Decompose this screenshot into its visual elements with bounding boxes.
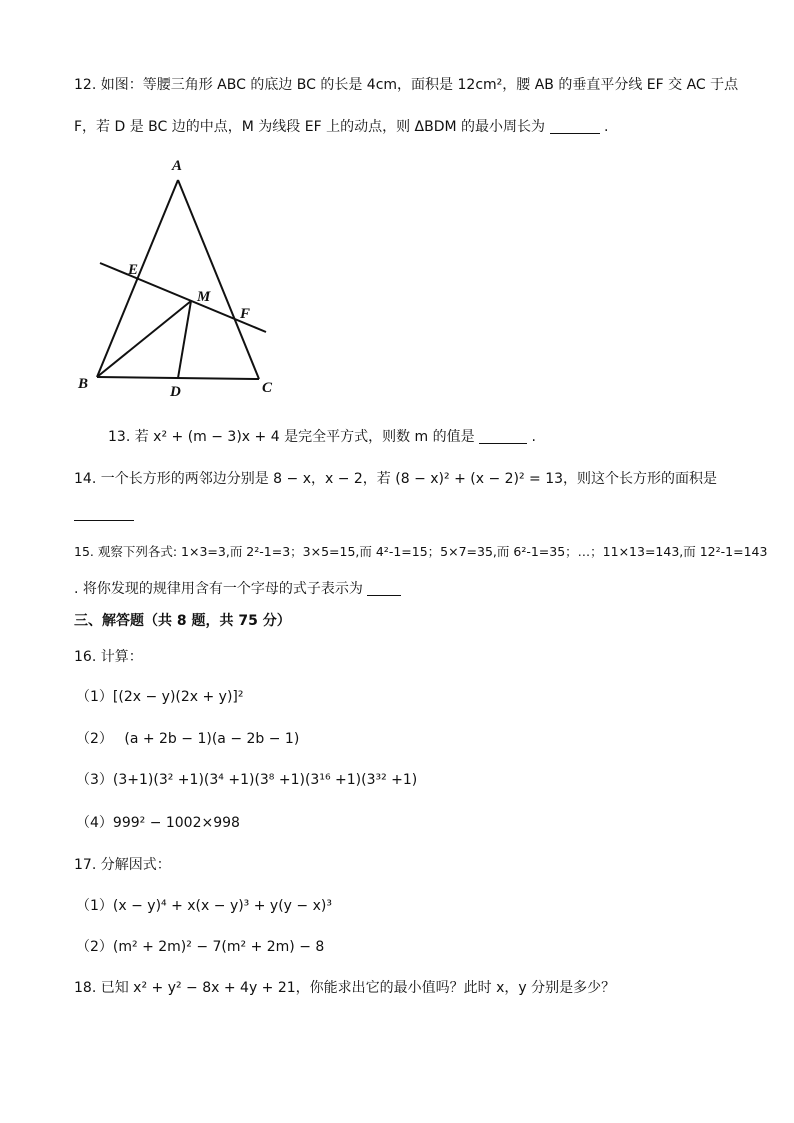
q14-line (74, 468, 717, 488)
q15-answer-blank (367, 581, 401, 596)
q15-line1 (74, 542, 767, 560)
section-heading: 三、解答题（共 8 题，共 75 分） (74, 613, 291, 629)
q15-text2: . 将你发现的规律用含有一个字母的式子表示为 (74, 581, 363, 597)
q12-text: 12. 如图：等腰三角形 ABC 的底边 BC 的长是 4cm，面积是 12cm²，腰 AB 的垂直平分线 EF 交 AC 于点 (74, 77, 739, 93)
q14-blank-line (74, 506, 134, 522)
q13-end: . (531, 429, 536, 445)
label-f: F (240, 306, 251, 322)
segment-bm (97, 301, 191, 377)
label-a: A (172, 158, 183, 174)
q16-item-3: （3）(3+1)(3² +1)(3⁴ +1)(3⁸ +1)(3¹⁶ +1)(3³² +1) (76, 772, 418, 788)
q12-line1 (74, 74, 738, 94)
q12-text2: F，若 D 是 BC 边的中点，M 为线段 EF 上的动点，则 ΔBDM 的最小周长为 (74, 119, 546, 135)
q15-text: 15. 观察下列各式: 1×3=3,而 2²-1=3；3×5=15,而 4²-1=15；5×7=35,而 6²-1=35；…；11×13=143,而 12²-1=143 (74, 544, 768, 559)
q12-end: . (603, 119, 609, 135)
q17-title: 17. 分解因式： (74, 857, 171, 873)
q14-answer-blank (74, 506, 134, 521)
q13-text: 13. 若 x² + (m − 3)x + 4 是完全平方式，则数 m 的值是 (108, 429, 475, 445)
label-e: E (128, 262, 139, 278)
q17-item-2: （2）(m² + 2m)² − 7(m² + 2m) − 8 (76, 939, 325, 955)
segment-md (178, 301, 191, 378)
q16-item-4: （4）999² − 1002×998 (76, 815, 240, 831)
q16-item-2: （2） (a + 2b − 1)(a − 2b − 1) (76, 731, 300, 747)
triangle-figure (70, 155, 290, 405)
q18-text: 18. 已知 x² + y² − 8x + 4y + 21，你能求出它的最小值吗？此时 x，y 分别是多少？ (74, 980, 616, 996)
q16-item-1: （1）[(2x − y)(2x + y)]² (76, 689, 244, 705)
side-ac (178, 180, 259, 379)
q15-line2 (74, 578, 401, 598)
q14-text: 14. 一个长方形的两邻边分别是 8 − x，x − 2，若 (8 − x)² + (x − 2)² = 13，则这个长方形的面积是 (74, 471, 718, 487)
q12-answer-blank (550, 119, 600, 134)
label-c: C (262, 380, 273, 396)
q13-answer-blank (479, 429, 527, 444)
label-b: B (78, 376, 89, 392)
q17-item-1: （1）(x − y)⁴ + x(x − y)³ + y(y − x)³ (76, 898, 332, 914)
label-m: M (197, 289, 211, 305)
q16-title: 16. 计算： (74, 649, 143, 665)
q12-line2 (74, 116, 608, 136)
q13-line (108, 426, 536, 446)
label-d: D (170, 384, 181, 400)
